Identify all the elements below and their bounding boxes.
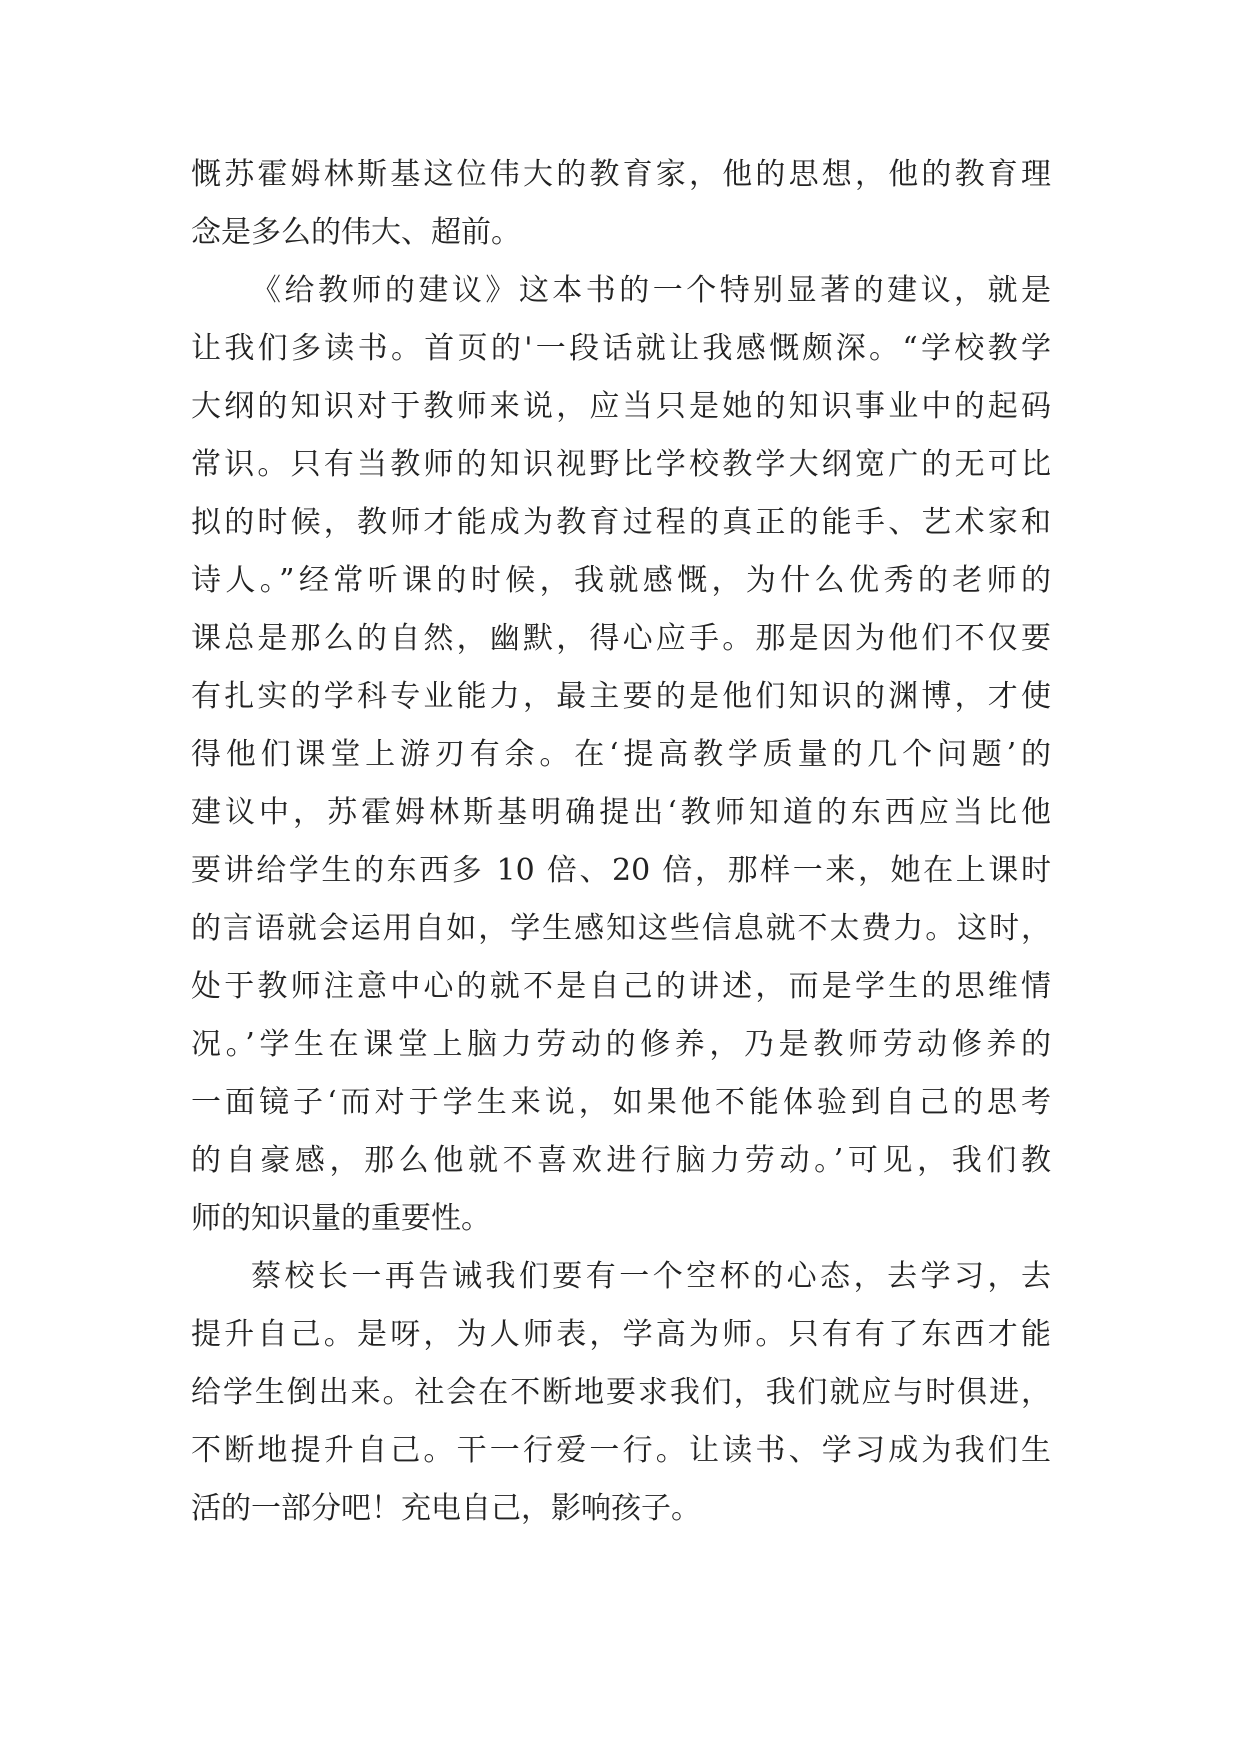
- text-line: 课总是那么的自然，幽默，得心应手。那是因为他们不仅要: [191, 621, 1051, 656]
- text-line: 诗人。”经常听课的时候，我就感慨，为什么优秀的老师的: [191, 563, 1051, 598]
- text-line: 况。’学生在课堂上脑力劳动的修养，乃是教师劳动修养的: [191, 1027, 1051, 1062]
- text-line: 《给教师的建议》这本书的一个特别显著的建议，就是: [251, 273, 1051, 308]
- text-line: 给学生倒出来。社会在不断地要求我们，我们就应与时俱进，: [191, 1375, 1051, 1410]
- text-line: 活的一部分吧！充电自己，影响孩子。: [191, 1491, 701, 1526]
- text-line: 得他们课堂上游刃有余。在‘提高教学质量的几个问题’的: [191, 737, 1051, 772]
- text-line: 有扎实的学科专业能力，最主要的是他们知识的渊博，才使: [191, 679, 1051, 714]
- text-line: 常识。只有当教师的知识视野比学校教学大纲宽广的无可比: [191, 447, 1051, 482]
- text-line: 提升自己。是呀，为人师表，学高为师。只有有了东西才能: [191, 1317, 1051, 1352]
- text-line: 拟的时候，教师才能成为教育过程的真正的能手、艺术家和: [191, 505, 1051, 540]
- text-line: 蔡校长一再告诫我们要有一个空杯的心态，去学习，去: [251, 1259, 1051, 1294]
- text-line: 要讲给学生的东西多 10 倍、20 倍，那样一来，她在上课时: [191, 853, 1051, 888]
- text-line: 处于教师注意中心的就不是自己的讲述，而是学生的思维情: [191, 969, 1051, 1004]
- text-line: 的自豪感，那么他就不喜欢进行脑力劳动。’可见，我们教: [191, 1143, 1051, 1178]
- text-line: 让我们多读书。首页的'一段话就让我感慨颇深。“学校教学: [191, 331, 1051, 366]
- text-line: 不断地提升自己。干一行爱一行。让读书、学习成为我们生: [191, 1433, 1051, 1468]
- body-text: [191, 146, 1051, 1538]
- text-line: 大纲的知识对于教师来说，应当只是她的知识事业中的起码: [191, 389, 1051, 424]
- text-line: 建议中，苏霍姆林斯基明确提出‘教师知道的东西应当比他: [191, 795, 1051, 830]
- text-line: 念是多么的伟大、超前。: [191, 215, 521, 250]
- text-line: 的言语就会运用自如，学生感知这些信息就不太费力。这时，: [191, 911, 1051, 946]
- text-line: 师的知识量的重要性。: [191, 1201, 491, 1236]
- text-line: 慨苏霍姆林斯基这位伟大的教育家，他的思想，他的教育理: [191, 157, 1051, 192]
- text-line: 一面镜子‘而对于学生来说，如果他不能体验到自己的思考: [191, 1085, 1051, 1120]
